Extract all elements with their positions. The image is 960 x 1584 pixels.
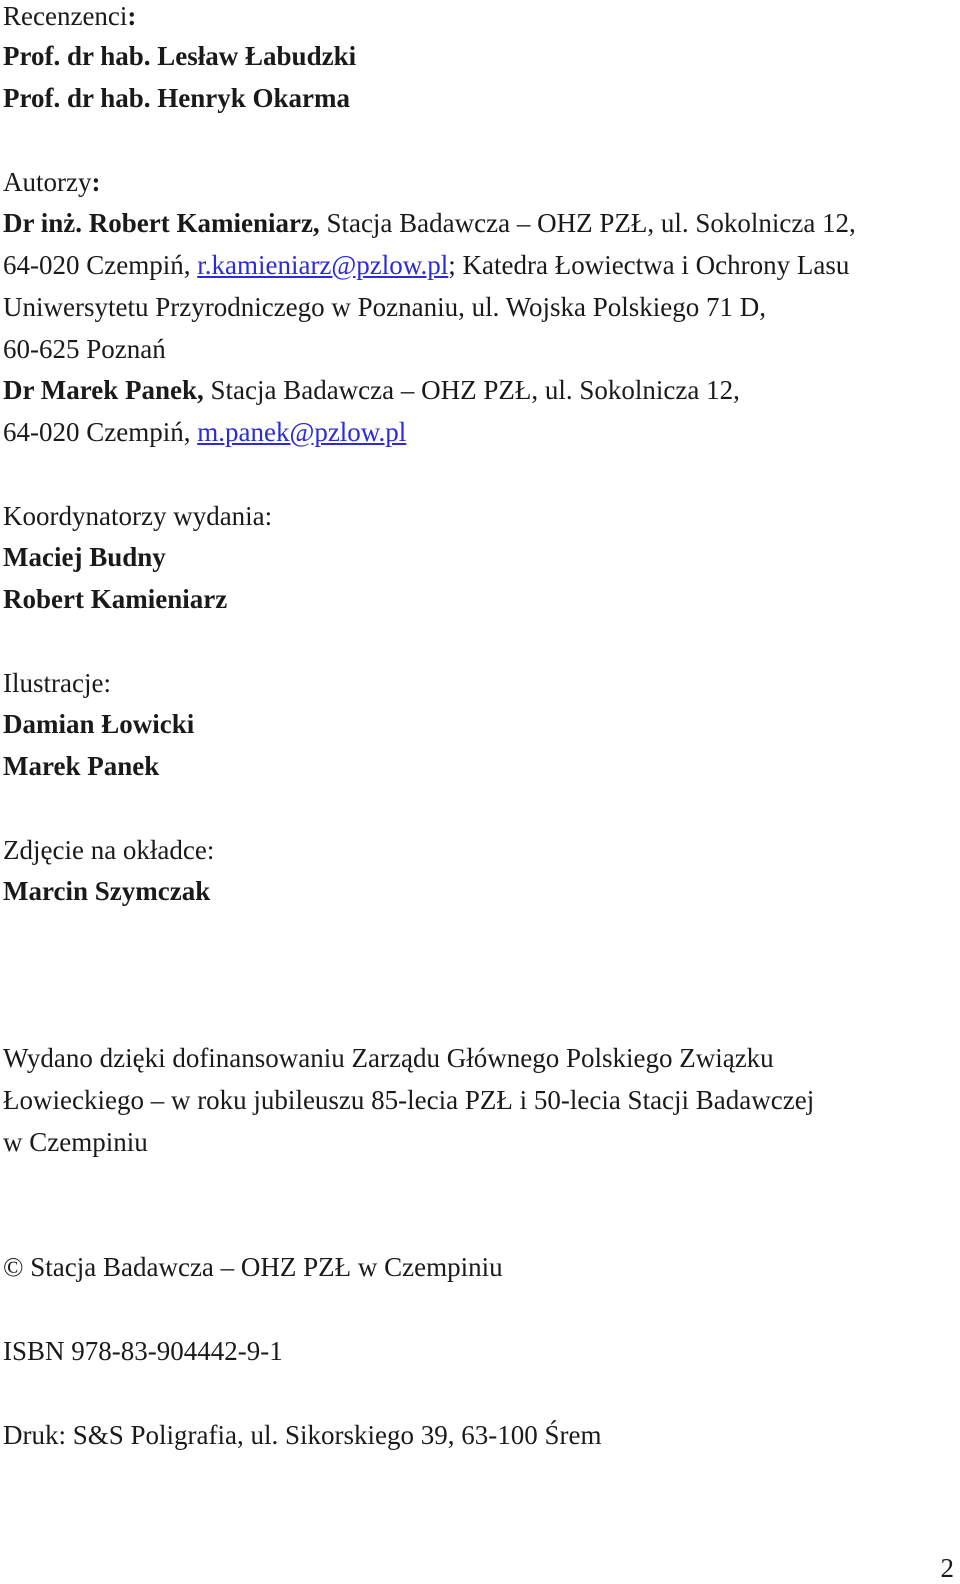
coordinator-name: Maciej Budny [3,542,166,572]
illustrations-heading: Ilustracje: [3,668,111,698]
reviewers-heading-colon: : [127,1,137,31]
copyright-notice: © Stacja Badawcza – OHZ PZŁ w Czempiniu [3,1252,503,1282]
cover-photo-author: Marcin Szymczak [3,876,211,906]
author1-name: Dr inż. Robert Kamieniarz, [3,208,320,238]
author2-affiliation: Stacja Badawcza – OHZ PZŁ, ul. Sokolnicza 12, [203,375,740,405]
cover-photo-heading: Zdjęcie na okładce: [3,835,215,865]
funding-line: Wydano dzięki dofinansowaniu Zarządu Głównego Polskiego Związku [3,1043,774,1073]
illustrator-name: Marek Panek [3,751,160,781]
funding-line: Łowieckiego – w roku jubileuszu 85-lecia PZŁ i 50-lecia Stacji Badawczej [3,1085,815,1115]
reviewer-name: Prof. dr hab. Lesław Łabudzki [3,41,357,71]
author1-department: ; Katedra Łowiectwa i Ochrony Lasu [448,250,850,280]
page-number: 2 [940,1553,954,1583]
author1-email-link[interactable]: r.kamieniarz@pzlow.pl [197,250,449,280]
author1-city: 64-020 Czempiń, [3,250,198,280]
authors-heading-label: Autorzy [3,167,92,197]
authors-heading [3,166,100,198]
author1-line2 [3,249,849,281]
reviewers-heading [3,0,136,32]
author1-line1 [3,207,856,239]
isbn: ISBN 978-83-904442-9-1 [3,1336,283,1366]
authors-heading-colon: : [91,167,101,197]
reviewers-heading-label: Recenzenci [3,1,128,31]
author1-line4: 60-625 Poznań [3,334,166,364]
author2-city: 64-020 Czempiń, [3,417,198,447]
author2-line2 [3,416,406,448]
author1-affiliation: Stacja Badawcza – OHZ PZŁ, ul. Sokolnicza 12, [319,208,856,238]
author1-line3: Uniwersytetu Przyrodniczego w Poznaniu, ul. Wojska Polskiego 71 D, [3,292,766,322]
author2-name: Dr Marek Panek, [3,375,204,405]
funding-line: w Czempiniu [3,1127,148,1157]
illustrator-name: Damian Łowicki [3,709,195,739]
reviewer-name: Prof. dr hab. Henryk Okarma [3,83,351,113]
author2-line1 [3,374,740,406]
coordinator-name: Robert Kamieniarz [3,584,228,614]
coordinators-heading: Koordynatorzy wydania: [3,501,273,531]
author2-email-link[interactable]: m.panek@pzlow.pl [197,417,407,447]
printing-info: Druk: S&S Poligrafia, ul. Sikorskiego 39, 63-100 Śrem [3,1420,602,1450]
